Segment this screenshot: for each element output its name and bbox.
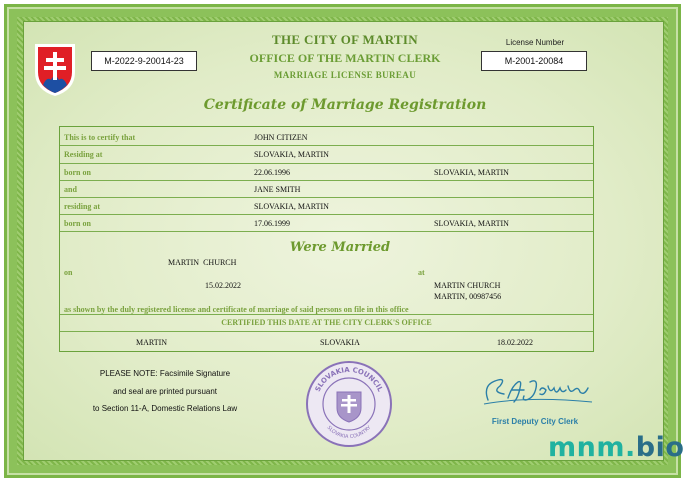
bureau-heading: MARRIAGE LICENSE BUREAU	[273, 70, 417, 80]
official-seal-icon	[305, 360, 393, 448]
divider	[60, 180, 593, 181]
person1-birth-date: 22.06.1996	[254, 168, 290, 177]
license-number-label: License Number	[505, 38, 565, 47]
and-label: and	[64, 185, 77, 194]
person1-birth-place: SLOVAKIA, MARTIN	[434, 168, 509, 177]
person1-name: JOHN CITIZEN	[254, 133, 308, 142]
signer-title: First Deputy City Clerk	[491, 417, 579, 426]
divider	[60, 197, 593, 198]
person2-birth-place: SLOVAKIA, MARTIN	[434, 219, 509, 228]
born-label: born on	[64, 168, 91, 177]
person2-residence: SLOVAKIA, MARTIN	[254, 202, 329, 211]
city-heading: THE CITY OF MARTIN	[272, 32, 418, 47]
registration-statement: as shown by the duly registered license and certificate of marriage of said persons on file in this office	[64, 305, 409, 314]
divider	[60, 214, 593, 215]
coat-of-arms-icon	[33, 42, 77, 98]
certified-date: 18.02.2022	[497, 338, 533, 347]
divider	[60, 331, 593, 332]
note-line-1: PLEASE NOTE: Facsimile Signature	[99, 369, 231, 378]
seal-top-text: SLOVAKIA COUNCIL	[313, 365, 385, 394]
were-married-heading: Were Married	[289, 240, 391, 255]
person2-birth-date: 17.06.1999	[254, 219, 290, 228]
certificate-title: Certificate of Marriage Registration	[203, 97, 487, 113]
certified-country: SLOVAKIA	[320, 338, 360, 347]
signature-image	[478, 372, 598, 408]
watermark-part-2: bio	[635, 432, 685, 463]
ceremony-date: 15.02.2022	[205, 281, 241, 290]
at-label: at	[418, 268, 425, 277]
divider	[60, 163, 593, 164]
seal-bottom-text: SLOVAKIA COUNTRY	[325, 424, 373, 441]
note-line-2: and seal are printed pursuant	[112, 387, 218, 396]
certify-label: This is to certify that	[64, 133, 136, 142]
certified-heading: CERTIFIED THIS DATE AT THE CITY CLERK'S OFFICE	[221, 318, 432, 327]
ceremony-place: MARTIN CHURCH	[168, 258, 237, 267]
person2-name: JANE SMITH	[254, 185, 301, 194]
divider	[60, 145, 593, 146]
office-heading: OFFICE OF THE MARTIN CLERK	[249, 51, 441, 65]
residing-label: residing at	[64, 202, 101, 211]
residing-label: Residing at	[64, 150, 103, 159]
person1-residence: SLOVAKIA, MARTIN	[254, 150, 329, 159]
watermark-part-1: mnm.	[548, 432, 636, 463]
on-label: on	[64, 268, 73, 277]
venue-line-1: MARTIN CHURCH	[434, 281, 501, 290]
venue-line-2: MARTIN, 00987456	[434, 292, 502, 301]
divider	[60, 314, 593, 315]
watermark-logo	[548, 432, 684, 463]
note-line-3: to Section 11-A, Domestic Relations Law	[92, 404, 238, 413]
certified-city: MARTIN	[136, 338, 168, 347]
license-number-box: M-2001-20084	[481, 51, 587, 71]
born-label: born on	[64, 219, 91, 228]
divider	[60, 231, 593, 232]
document-number-box: M-2022-9-20014-23	[91, 51, 197, 71]
